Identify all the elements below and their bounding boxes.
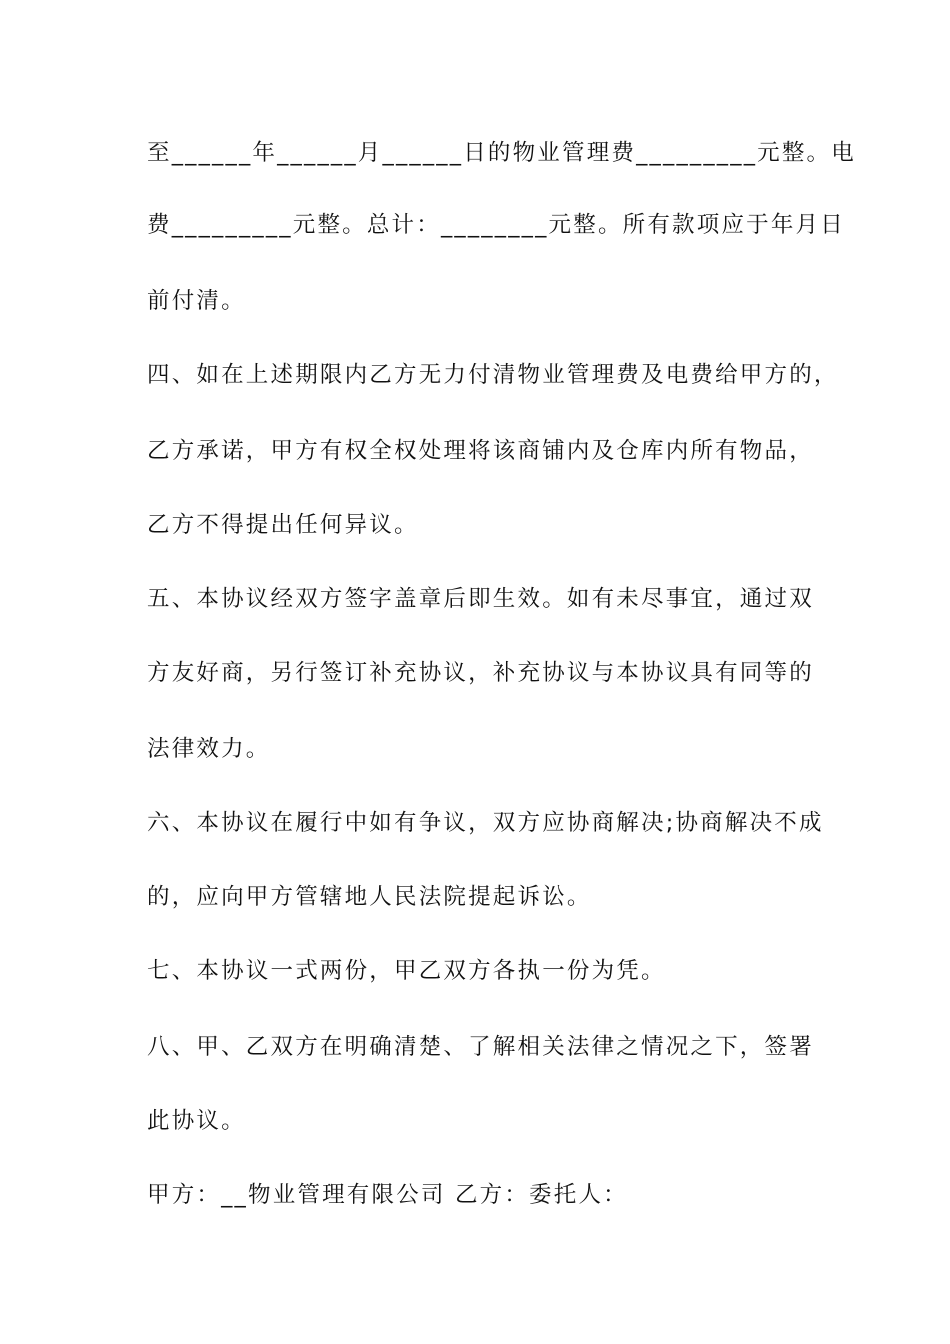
clause-eight-line-2: 此协议。 (147, 1108, 246, 1134)
text-line-electricity-total: 费_________元整。总计：________元整。所有款项应于年月日 (147, 212, 845, 238)
clause-six-line-2: 的，应向甲方管辖地人民法院提起诉讼。 (147, 884, 592, 910)
text-line-payment-period: 至______年______月______日的物业管理费_________元整。电 (147, 140, 856, 166)
clause-five-line-2: 方友好商，另行签订补充协议，补充协议与本协议具有同等的 (147, 660, 814, 686)
signature-line: 甲方：__物业管理有限公司 乙方：委托人： (147, 1182, 628, 1208)
clause-five-line-1: 五、本协议经双方签字盖章后即生效。如有未尽事宜，通过双 (147, 586, 814, 612)
clause-four-line-2: 乙方承诺，甲方有权全权处理将该商铺内及仓库内所有物品， (147, 438, 814, 464)
clause-four-line-1: 四、如在上述期限内乙方无力付清物业管理费及电费给甲方的， (147, 362, 839, 388)
clause-six-line-1: 六、本协议在履行中如有争议，双方应协商解决;协商解决不成 (147, 810, 824, 836)
clause-seven-line-1: 七、本协议一式两份，甲乙双方各执一份为凭。 (147, 958, 666, 984)
clause-five-line-3: 法律效力。 (147, 736, 271, 762)
clause-four-line-3: 乙方不得提出任何异议。 (147, 512, 419, 538)
text-line-pay-off: 前付清。 (147, 288, 246, 314)
clause-eight-line-1: 八、甲、乙双方在明确清楚、了解相关法律之情况之下，签署 (147, 1034, 814, 1060)
